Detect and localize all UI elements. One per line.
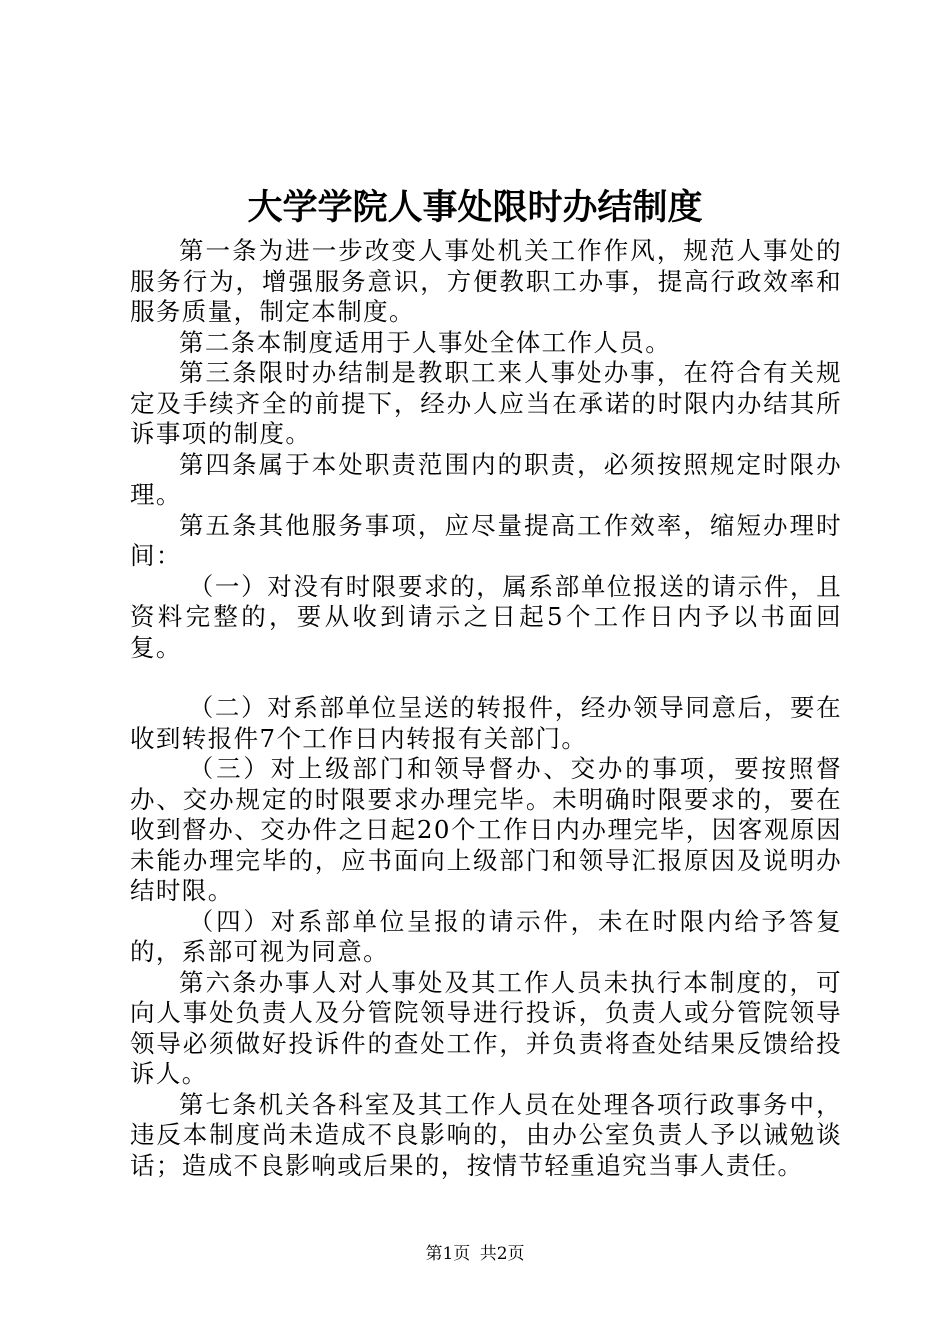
document-body (130, 236, 842, 1181)
article-4-paragraph: 第四条属于本处职责范围内的职责，必须按照规定时限办理。 (130, 449, 842, 509)
article-5-paragraph: 第五条其他服务事项，应尽量提高工作效率，缩短办理时间： (130, 510, 842, 570)
page-number: 第1页 (425, 1244, 471, 1264)
clause-1-paragraph: （一）对没有时限要求的，属系部单位报送的请示件，且资料完整的，要从收到请示之日起5个工作日内予以书面回复。 (130, 571, 842, 662)
clause-3-paragraph: （三）对上级部门和领导督办、交办的事项，要按照督办、交办规定的时限要求办理完毕。未明确时限要求的，要在收到督办、交办件之日起20个工作日内办理完毕，因客观原因未能办理完毕的，应书面向上级部门和领导汇报原因及说明办结时限。 (130, 754, 842, 905)
page-total: 共2页 (479, 1244, 525, 1264)
article-1-paragraph: 第一条为进一步改变人事处机关工作作风，规范人事处的服务行为，增强服务意识，方便教职工办事，提高行政效率和服务质量，制定本制度。 (130, 236, 842, 326)
article-6-paragraph: 第六条办事人对人事处及其工作人员未执行本制度的，可向人事处负责人及分管院领导进行投诉，负责人或分管院领导领导必须做好投诉件的查处工作，并负责将查处结果反馈给投诉人。 (130, 967, 842, 1088)
article-7-paragraph: 第七条机关各科室及其工作人员在处理各项行政事务中，违反本制度尚未造成不良影响的，由办公室负责人予以诫勉谈话；造成不良影响或后果的，按情节轻重追究当事人责任。 (130, 1089, 842, 1180)
article-3-paragraph: 第三条限时办结制是教职工来人事处办事，在符合有关规定及手续齐全的前提下，经办人应当在承诺的时限内办结其所诉事项的制度。 (130, 358, 842, 448)
clause-2-paragraph: （二）对系部单位呈送的转报件，经办领导同意后，要在收到转报件7个工作日内转报有关部门。 (130, 693, 842, 753)
document-title: 大学学院人事处限时办结制度 (247, 187, 703, 228)
article-2-paragraph: 第二条本制度适用于人事处全体工作人员。 (179, 327, 672, 357)
page-footer (0, 1243, 950, 1265)
clause-4-paragraph: （四）对系部单位呈报的请示件，未在时限内给予答复的，系部可视为同意。 (130, 906, 842, 966)
